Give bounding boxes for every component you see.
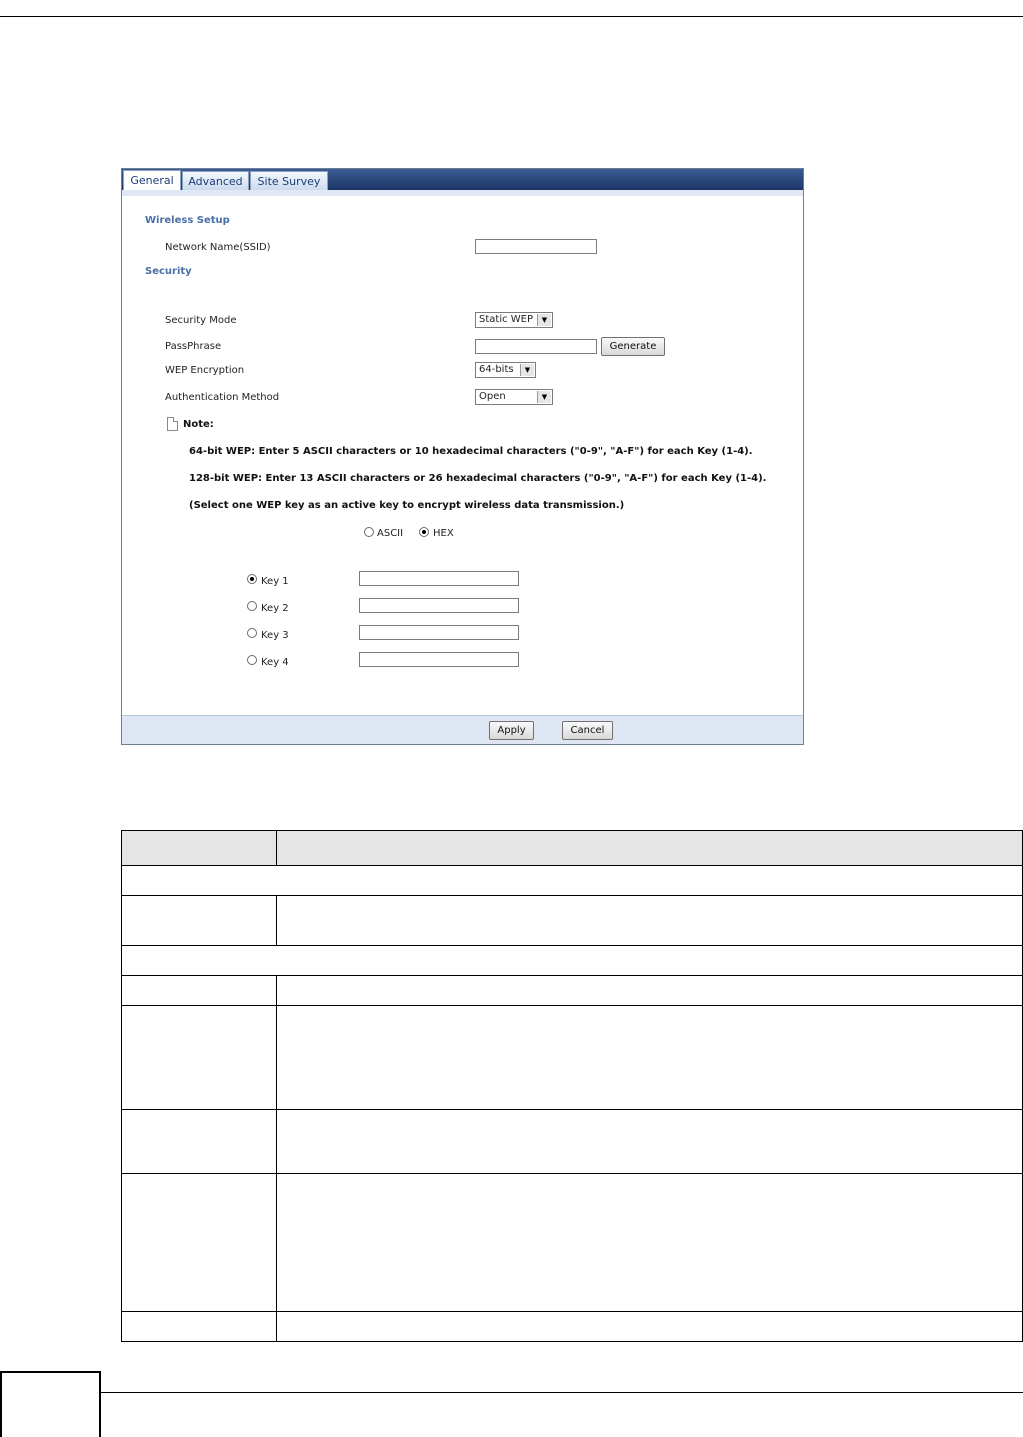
footer-rule	[100, 1392, 1023, 1393]
hex-radio[interactable]	[419, 527, 429, 537]
chevron-down-icon: ▼	[537, 314, 551, 326]
wep-encryption-value: 64-bits	[479, 364, 514, 375]
tab-site-survey[interactable]: Site Survey	[250, 171, 328, 190]
tab-advanced[interactable]: Advanced	[182, 171, 249, 190]
table-row	[122, 866, 1023, 896]
table-row	[122, 1174, 1023, 1312]
security-mode-select[interactable]	[475, 312, 553, 328]
table-row	[122, 1006, 1023, 1110]
key3-radio[interactable]	[247, 628, 257, 638]
key2-label: Key 2	[261, 603, 289, 614]
ascii-label: ASCII	[377, 528, 404, 539]
table-cell	[122, 1174, 277, 1312]
auth-method-label: Authentication Method	[165, 392, 280, 403]
wep-encryption-label: WEP Encryption	[165, 365, 245, 376]
key4-input[interactable]	[359, 652, 519, 667]
note-line-select: (Select one WEP key as an active key to encrypt wireless data transmission.)	[189, 500, 625, 511]
security-mode-label: Security Mode	[165, 315, 237, 326]
note-title: Note:	[183, 419, 214, 430]
wireless-setup-title: Wireless Setup	[145, 215, 230, 226]
key4-radio[interactable]	[247, 655, 257, 665]
field-description-table	[121, 830, 1023, 1342]
chevron-down-icon: ▼	[520, 364, 534, 376]
table-cell	[122, 1312, 277, 1342]
table-cell	[122, 1110, 277, 1174]
passphrase-input[interactable]	[475, 339, 597, 354]
generate-button[interactable]: Generate	[601, 337, 665, 356]
table-cell	[277, 1312, 1023, 1342]
header-rule	[0, 16, 1023, 17]
table-cell	[122, 896, 277, 946]
table-row	[122, 1312, 1023, 1342]
table-row	[122, 1110, 1023, 1174]
table-row	[122, 896, 1023, 946]
note-icon	[167, 417, 178, 431]
passphrase-label: PassPhrase	[165, 341, 222, 352]
wep-encryption-select[interactable]	[475, 362, 536, 378]
key2-radio[interactable]	[247, 601, 257, 611]
ssid-input[interactable]	[475, 239, 597, 254]
hex-label: HEX	[433, 528, 454, 539]
page-number-box	[0, 1371, 101, 1437]
table-cell	[277, 896, 1023, 946]
security-mode-value: Static WEP	[479, 314, 534, 325]
table-row	[122, 976, 1023, 1006]
chevron-down-icon: ▼	[537, 391, 551, 403]
key2-input[interactable]	[359, 598, 519, 613]
button-bar	[122, 715, 803, 744]
tab-underline	[122, 190, 803, 196]
key4-label: Key 4	[261, 657, 289, 668]
wireless-general-screen	[121, 168, 804, 745]
table-row	[122, 946, 1023, 976]
tab-general[interactable]: General	[123, 170, 181, 191]
auth-method-value: Open	[479, 391, 506, 402]
key3-input[interactable]	[359, 625, 519, 640]
note-line-64bit: 64-bit WEP: Enter 5 ASCII characters or 10 hexadecimal characters ("0-9", "A-F") for each Key (1-4).	[189, 446, 753, 457]
key1-label: Key 1	[261, 576, 289, 587]
key1-input[interactable]	[359, 571, 519, 586]
ascii-radio[interactable]	[364, 527, 374, 537]
table-cell	[122, 946, 1023, 976]
table-cell	[277, 1174, 1023, 1312]
auth-method-select[interactable]	[475, 389, 553, 405]
ssid-label: Network Name(SSID)	[165, 242, 271, 253]
table-cell	[122, 866, 1023, 896]
table-cell	[277, 976, 1023, 1006]
table-cell	[277, 1006, 1023, 1110]
note-line-128bit: 128-bit WEP: Enter 13 ASCII characters or 26 hexadecimal characters ("0-9", "A-F") for each Key (1-4).	[189, 473, 767, 484]
table-header-cell	[122, 831, 277, 866]
apply-button[interactable]: Apply	[489, 721, 534, 740]
key1-radio[interactable]	[247, 574, 257, 584]
table-cell	[122, 976, 277, 1006]
key3-label: Key 3	[261, 630, 289, 641]
cancel-button[interactable]: Cancel	[562, 721, 613, 740]
table-cell	[122, 1006, 277, 1110]
table-cell	[277, 1110, 1023, 1174]
table-header-row	[122, 831, 1023, 866]
table-header-cell	[277, 831, 1023, 866]
security-title: Security	[145, 266, 192, 277]
tab-bar	[122, 169, 803, 190]
